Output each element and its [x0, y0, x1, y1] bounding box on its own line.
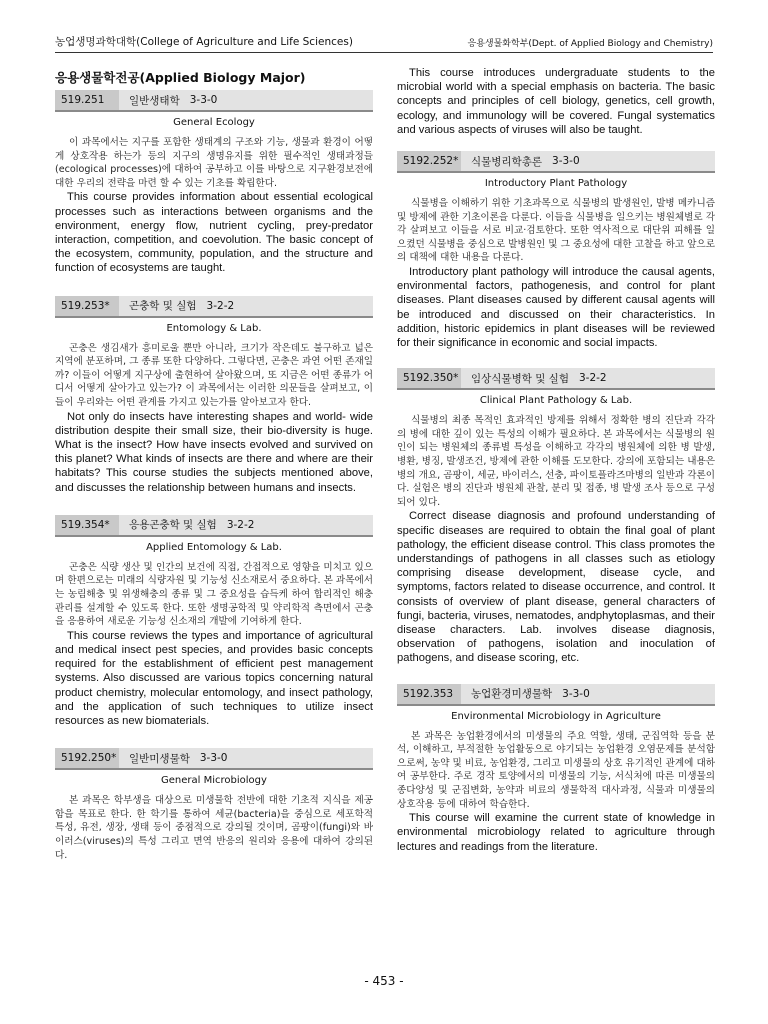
course-name-en: Entomology & Lab.: [166, 322, 262, 334]
page-number: - 453 -: [364, 974, 404, 988]
course-description-en: This course provides information about essential ecological processes such as interactions between organisms and the environment, energy flow, nutrient cycling, prey-predator interaction, competition, and coevolution. The basic concept of the ecosystem, community, population, and the structure and function of ecosystems are taught.: [55, 191, 373, 275]
course-name-en: Environmental Microbiology in Agriculture: [451, 710, 661, 722]
course-entry: [397, 684, 715, 854]
course-code: 5192.353: [397, 684, 461, 704]
course-name-ko: 일반미생물학: [129, 752, 190, 765]
course-name-ko: 농업환경미생물학: [471, 688, 553, 701]
course-entry: [55, 748, 373, 862]
course-header: [397, 368, 715, 390]
course-entry: [55, 90, 373, 276]
header-department: 응용생물화학부(Dept. of Applied Biology and Chemistry): [467, 39, 713, 49]
course-name-ko: 식물병리학총론: [471, 155, 543, 168]
left-column: [55, 66, 373, 862]
course-credits: 3-3-0: [562, 687, 590, 700]
course-header: [55, 515, 373, 537]
course-name-en: General Microbiology: [161, 775, 267, 787]
course-credits: 3-2-2: [578, 372, 607, 385]
course-code: 519.253*: [55, 296, 119, 316]
course-entry: [397, 151, 715, 350]
header-college: 농업생명과학대학(College of Agriculture and Life Sciences): [55, 36, 353, 48]
course-description-en-continued: This course introduces undergraduate students to the microbial world with a special emphasis on bacteria. The basic concepts and principles of cell biology, genetics, cell growth, ecology, and immunology will be covered. Fungal systematics and various aspects of viruses will also be taught.: [397, 67, 715, 136]
course-description-en: This course will examine the current state of knowledge in environmental microbiology related to agriculture through lectures and readings from the literature.: [397, 812, 715, 853]
course-credits: 3-2-2: [206, 299, 235, 312]
course-entry: [55, 296, 373, 495]
course-name-ko: 응용곤충학 및 실험: [129, 519, 217, 532]
page-header: [55, 34, 713, 53]
course-name-en: General Ecology: [173, 117, 255, 128]
course-header: [55, 748, 373, 770]
course-code: 519.354*: [55, 515, 119, 535]
course-description-en: This course reviews the types and importance of agricultural and medical insect pest species, and provides basic concepts required for the establishment of efficient pest management systems. Also discussed are various topics concerning natural product chemistry, molecular entomology, and insect pathology, and the application of such techniques to utilize insect resources as new biomaterials.: [55, 629, 373, 727]
course-description-en: Introductory plant pathology will introduce the causal agents, environmental factors, pathogenesis, and control for plant diseases. Plant diseases caused by different causal agents will be introduced and discussed on their characteristics. In addition, historic epidemics in plant diseases will be reviewed for their significance in economic and social impacts.: [397, 265, 715, 349]
course-description-ko: 본 과목은 농업환경에서의 미생물의 주요 역할, 생태, 군집역학 등을 분석, 이해하고, 부적절한 농업활동으로 야기되는 농업환경 오염문제를 분석함으로써, 농약 및 비료, 농업환경, 그리고 미생물의 상호 유기적인 관계에 대하여 공부한다. 주로 경작 토양에서의 미생물의 기능, 서식처에 따른 미생물의 종다양성 및 군집변화, 농약과 비료의 생물학적 대사과정, 식물과 미생물의 상호작용 등에 대하여 학습한다.: [397, 730, 715, 810]
course-description-en: Correct disease diagnosis and profound understanding of specific diseases are required to obtain the final goal of plant pathology, the efficient disease control. This class promotes the understandings of pathogens in all classes such as etiology comprising disease development, disease cycle, and symptoms, factors related to disease occurrence, and control. It consists of overview of plant disease, general characters of fungi, bacteria, viruses, nematodes, andphytoplasmas, and their disease characters. Lab. involves disease diagnosis, observation of pathogens, isolation and inoculation of pathogens, and disease scoring, etc.: [397, 510, 715, 665]
course-name-en: Introductory Plant Pathology: [484, 178, 628, 190]
course-credits: 3-3-0: [199, 752, 228, 765]
course-code: 519.251: [55, 90, 119, 110]
course-description-ko: 식물병을 이해하기 위한 기초과목으로 식물병의 발생원인, 발병 메카니즘 및 방제에 관한 기초이론을 다룬다. 이들을 식물병을 일으키는 병원체별로 각각 살펴보고 이들을 서로 비교·검토한다. 또한 역사적으로 대단위 피해를 일으켰던 식물병을 중심으로 발병원인 및 그 중요성에 대한 고찰을 하고 앞으로의 대책에 대한 내용을 다룬다.: [397, 198, 715, 264]
course-header: [55, 90, 373, 112]
course-entry: [55, 515, 373, 728]
right-column: [397, 66, 715, 854]
course-name-en: Applied Entomology & Lab.: [146, 541, 282, 553]
course-code: 5192.252*: [397, 151, 461, 171]
course-header: [397, 684, 715, 706]
course-name-ko: 임상식물병학 및 실험: [471, 372, 569, 385]
course-description-ko: 곤충은 식량 생산 및 인간의 보건에 직접, 간접적으로 영향을 미치고 있으며 한편으로는 미래의 식량자원 및 기능성 신소재로서 중요하다. 본 과목에서는 농림해충 및 위생해충의 종류 및 그 중요성을 습득케 하여 합리적인 해충관리를 설계할 수 있도록 한다. 또한 생명공학적 및 약리학적 측면에서 곤충을 응용하여 새로운 기능성 신소재의 개발에 기여하게 한다.: [55, 561, 373, 628]
course-description-ko: 본 과목은 학부생을 대상으로 미생물학 전반에 대한 기초적 지식을 제공함을 목표로 한다. 한 학기를 통하여 세균(bacteria)을 중심으로 세포학적 특성, 유전, 생장, 생태 등이 중점적으로 강의될 것이며, 곰팡이(fungi)와 바이러스(viruses)의 특성 그리고 면역 반응의 원리와 응용에 대하여 강의된다.: [55, 795, 373, 861]
course-code: 5192.350*: [397, 368, 461, 388]
course-credits: 3-3-0: [189, 94, 218, 106]
course-description-ko: 이 과목에서는 지구를 포함한 생태계의 구조와 기능, 생물과 환경이 어떻게 상호작용 하는가 등의 지구의 생명유지를 위한 필수적인 생태과정들(ecological processes)에 대하여 공부하고 이를 바탕으로 지구환경보전에 대한 우리의 전략을 마련 할 수 있는 기초를 확립한다.: [55, 137, 373, 189]
course-code: 5192.250*: [55, 748, 119, 768]
course-entry: [397, 368, 715, 665]
course-description-ko: 식물병의 최종 목적인 효과적인 방제를 위해서 정확한 병의 진단과 각각의 병에 대한 깊이 있는 특성의 이해가 필요하다. 본 과목에서는 식물병의 원인이 되는 병원체의 종류별 특성을 이해하고 각각의 병원체에 의한 병 발생, 병환, 병징, 발생조건, 방제에 관한 이해를 도모한다. 강의에 포함되는 내용은 병의 개요, 곰팡이, 세균, 바이러스, 선충, 파이토플라즈마병의 일반과 각론이다. 실험은 병의 진단과 병원체 관찰, 분리 및 접종, 병 발생 조사 등으로 구성되어 있다.: [397, 415, 715, 508]
course-name-ko: 곤충학 및 실험: [129, 300, 197, 313]
course-header: [397, 151, 715, 173]
course-name-ko: 일반생태학: [129, 94, 180, 107]
course-credits: 3-2-2: [226, 518, 255, 531]
course-description-en: Not only do insects have interesting shapes and world- wide distribution despite their small size, their bio-diversity is huge. What is the insect? How have insects evolved and survived on this planet? What kinds of insects are there and where are their habitats? This course studies the subjects mentioned above, and discusses the relationship between humans and insects.: [55, 410, 373, 494]
major-title: 응용생물학전공(Applied Biology Major): [55, 70, 306, 85]
course-credits: 3-3-0: [552, 155, 580, 168]
course-name-en: Clinical Plant Pathology & Lab.: [479, 395, 633, 407]
course-description-ko: 곤충은 생김새가 흥미로울 뿐만 아니라, 크기가 작은데도 불구하고 넓은 지역에 분포하며, 그 종류 또한 다양하다. 그렇다면, 곤충은 과연 어떤 존재일까? 이들이 어떻게 지구상에 출현하여 살아왔으며, 또 지금은 어떤 종류가 어디서 어떻게 살아가고 있는가? 이 과목에서는 이러한 의문들을 살펴보고, 이들이 우리와는 어떤 관계를 가지고 있는가를 알아보고자 한다.: [55, 342, 373, 408]
course-header: [55, 296, 373, 318]
